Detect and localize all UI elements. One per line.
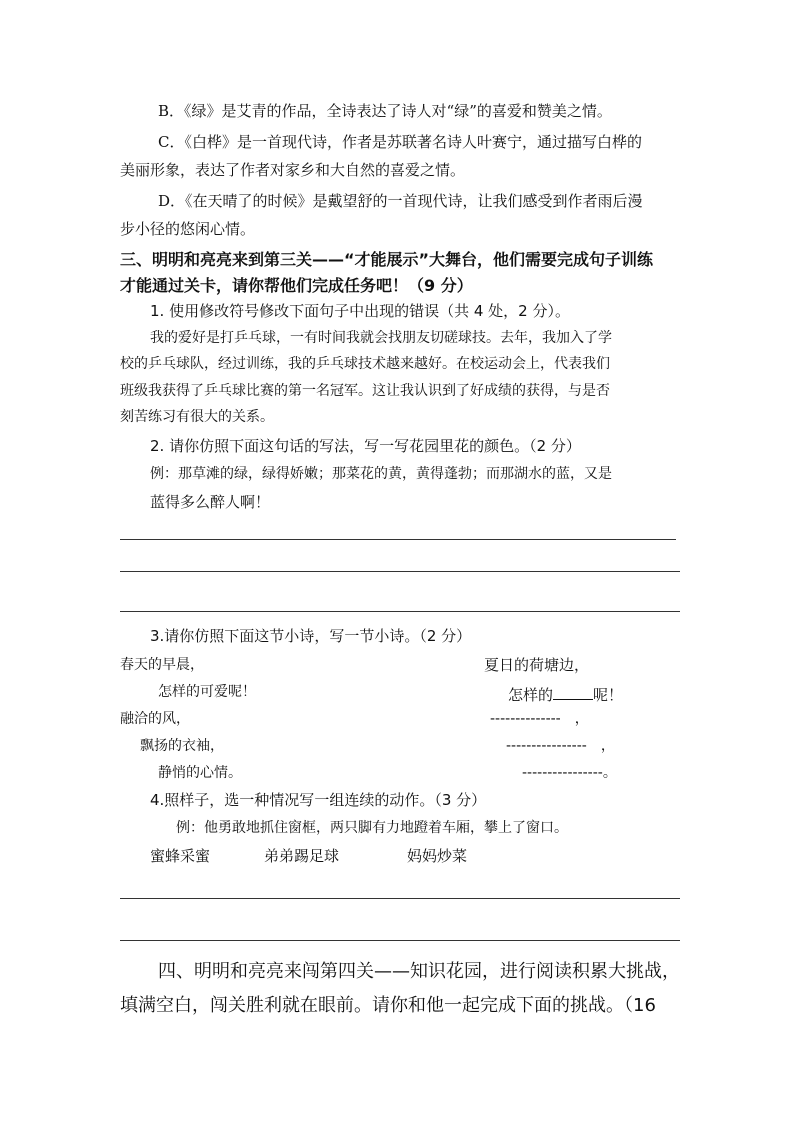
poem-right-line2-pre: 怎样的 <box>508 686 554 704</box>
q2-example-line1: 例：那草滩的绿，绿得娇嫩；那菜花的黄，黄得蓬勃；而那湖水的蓝，又是 <box>150 466 612 482</box>
option-d-line1: D．《在天晴了的时候》是戴望舒的一首现代诗，让我们感受到作者雨后漫 <box>158 192 643 210</box>
section4-line2: 填满空白，闯关胜利就在眼前。请你和他一起完成下面的挑战。（16 <box>120 995 656 1016</box>
poem-right-line2 <box>508 685 623 703</box>
poem-blank[interactable] <box>553 685 593 700</box>
poem-left-line: 飘扬的衣袖， <box>140 738 224 754</box>
q2-example-line2: 蓝得多么醉人啊！ <box>150 493 271 511</box>
poem-right-line2-post: 呢！ <box>593 686 624 704</box>
q4-prompt: 4.照样子，选一种情况写一组连续的动作。（3 分） <box>150 791 487 809</box>
poem-right-line3[interactable]: -------------- ， <box>490 711 589 727</box>
q4-choice: 妈妈炒菜 <box>407 847 468 865</box>
answer-line[interactable] <box>120 898 680 899</box>
option-c-line1: C．《白桦》是一首现代诗，作者是苏联著名诗人叶赛宁，通过描写白桦的 <box>158 133 642 151</box>
q4-example: 例：他勇敢地抓住窗框，两只脚有力地蹬着车厢，攀上了窗口。 <box>176 820 568 836</box>
q1-prompt: 1. 使用修改符号修改下面句子中出现的错误（共 4 处，2 分）。 <box>150 302 570 320</box>
q1-passage-line4: 刻苦练习有很大的关系。 <box>120 409 274 425</box>
option-d-line2: 步小径的悠闲心情。 <box>120 220 256 238</box>
poem-left-line: 春天的早晨， <box>120 657 204 673</box>
poem-left-line: 融洽的风， <box>120 711 190 727</box>
section3-heading-line2: 才能通过关卡，请你帮他们完成任务吧！（9 分） <box>120 276 473 295</box>
answer-line[interactable] <box>120 611 680 612</box>
poem-left-line: 静悄的心情。 <box>158 765 242 781</box>
answer-line[interactable] <box>120 940 680 941</box>
poem-left-line: 怎样的可爱呢！ <box>158 684 256 700</box>
answer-line[interactable] <box>120 539 676 540</box>
poem-right-line4[interactable]: ---------------- ， <box>506 738 615 754</box>
q3-prompt: 3.请你仿照下面这节小诗，写一节小诗。（2 分） <box>150 627 472 645</box>
poem-right-line5[interactable]: ----------------。 <box>522 765 617 781</box>
option-c-line2: 美丽形象，表达了作者对家乡和大自然的喜爱之情。 <box>120 161 466 179</box>
q2-prompt: 2. 请你仿照下面这句话的写法，写一写花园里花的颜色。（2 分） <box>150 437 581 455</box>
option-b: B．《绿》是艾青的作品，全诗表达了诗人对“绿”的喜爱和赞美之情。 <box>158 102 612 120</box>
poem-right-line1: 夏日的荷塘边， <box>484 656 590 674</box>
q1-passage-line2: 校的乒乓球队，经过训练，我的乒乓球技术越来越好。在校运动会上，代表我们 <box>120 356 610 372</box>
section3-heading-line1: 三、明明和亮亮来到第三关——“才能展示”大舞台，他们需要完成句子训练 <box>120 250 654 269</box>
q1-passage-line1: 我的爱好是打乒乓球，一有时间我就会找朋友切磋球技。去年，我加入了学 <box>150 330 612 346</box>
q1-passage-line3: 班级我获得了乒乓球比赛的第一名冠军。这让我认识到了好成绩的获得，与是否 <box>120 383 610 399</box>
section4-line1: 四、明明和亮亮来闯第四关——知识花园，进行阅读积累大挑战， <box>158 961 680 982</box>
answer-line[interactable] <box>120 571 680 572</box>
q4-choice: 弟弟踢足球 <box>264 847 340 865</box>
q4-choice: 蜜蜂采蜜 <box>150 847 211 865</box>
